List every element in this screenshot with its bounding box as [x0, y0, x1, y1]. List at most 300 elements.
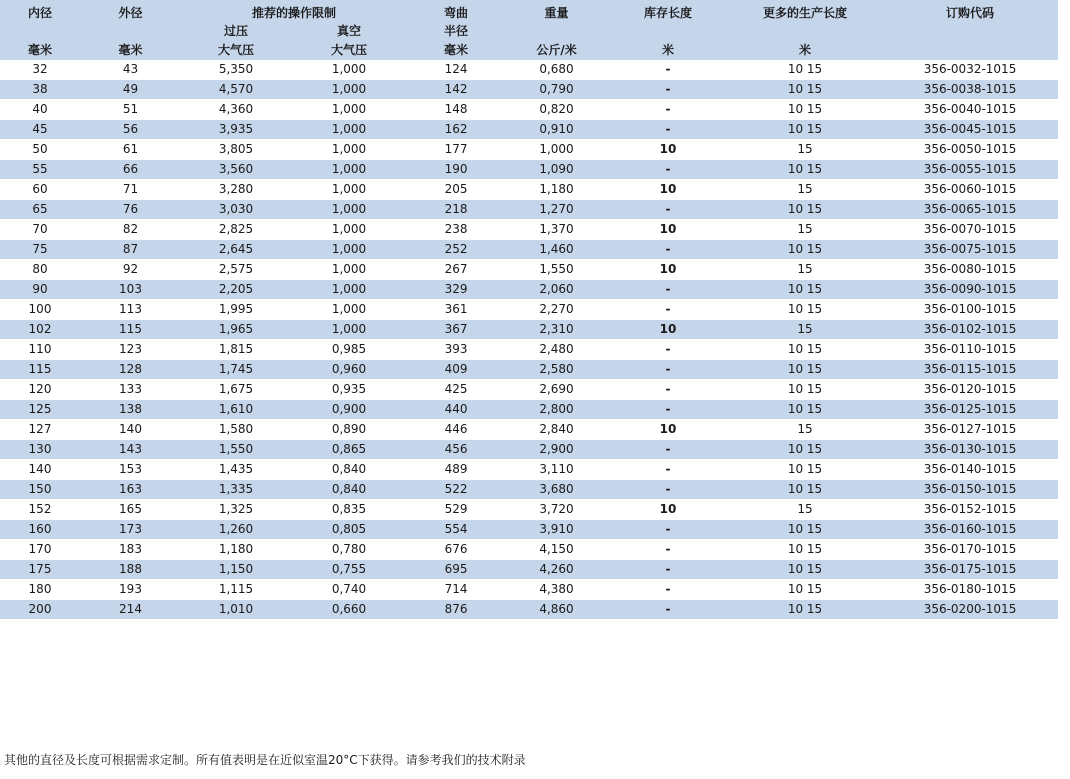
cell-more-lengths: 15: [728, 140, 882, 160]
cell-vacuum: 0,755: [291, 560, 407, 580]
cell-order-code: 356-0075-1015: [882, 240, 1058, 260]
table-row: [0, 280, 1058, 300]
cell-inner-diameter: 55: [0, 160, 80, 180]
cell-overpressure: 1,610: [181, 400, 291, 420]
table-row: [0, 540, 1058, 560]
cell-bend-radius: 446: [407, 420, 505, 440]
cell-stock-length: -: [608, 280, 728, 300]
table-row: [0, 460, 1058, 480]
cell-more-lengths: 10 15: [728, 560, 882, 580]
cell-bend-radius: 148: [407, 100, 505, 120]
table-body: [0, 60, 1058, 620]
cell-weight: 2,480: [505, 340, 608, 360]
cell-bend-radius: 329: [407, 280, 505, 300]
cell-overpressure: 1,965: [181, 320, 291, 340]
cell-weight: 3,110: [505, 460, 608, 480]
cell-overpressure: 1,675: [181, 380, 291, 400]
cell-overpressure: 4,360: [181, 100, 291, 120]
cell-inner-diameter: 125: [0, 400, 80, 420]
cell-more-lengths: 10 15: [728, 120, 882, 140]
cell-inner-diameter: 120: [0, 380, 80, 400]
table-row: [0, 340, 1058, 360]
cell-order-code: 356-0170-1015: [882, 540, 1058, 560]
cell-outer-diameter: 143: [80, 440, 181, 460]
cell-vacuum: 0,960: [291, 360, 407, 380]
cell-inner-diameter: 200: [0, 600, 80, 620]
table-row: [0, 420, 1058, 440]
cell-more-lengths: 10 15: [728, 540, 882, 560]
col-outer-diameter: 外径: [80, 0, 181, 22]
cell-order-code: 356-0125-1015: [882, 400, 1058, 420]
cell-bend-radius: 529: [407, 500, 505, 520]
cell-more-lengths: 10 15: [728, 240, 882, 260]
cell-vacuum: 0,840: [291, 480, 407, 500]
cell-inner-diameter: 130: [0, 440, 80, 460]
table-row: [0, 360, 1058, 380]
cell-vacuum: 1,000: [291, 220, 407, 240]
table-row: [0, 400, 1058, 420]
cell-more-lengths: 10 15: [728, 60, 882, 80]
cell-inner-diameter: 115: [0, 360, 80, 380]
cell-bend-radius: 238: [407, 220, 505, 240]
unit-weight: 公斤/米: [505, 40, 608, 60]
cell-more-lengths: 10 15: [728, 300, 882, 320]
cell-outer-diameter: 163: [80, 480, 181, 500]
cell-vacuum: 0,900: [291, 400, 407, 420]
cell-inner-diameter: 90: [0, 280, 80, 300]
cell-order-code: 356-0065-1015: [882, 200, 1058, 220]
cell-inner-diameter: 38: [0, 80, 80, 100]
cell-more-lengths: 10 15: [728, 480, 882, 500]
cell-weight: 0,680: [505, 60, 608, 80]
cell-order-code: 356-0032-1015: [882, 60, 1058, 80]
cell-more-lengths: 10 15: [728, 520, 882, 540]
cell-bend-radius: 522: [407, 480, 505, 500]
cell-outer-diameter: 173: [80, 520, 181, 540]
cell-inner-diameter: 75: [0, 240, 80, 260]
cell-overpressure: 1,325: [181, 500, 291, 520]
cell-vacuum: 1,000: [291, 280, 407, 300]
cell-inner-diameter: 60: [0, 180, 80, 200]
cell-order-code: 356-0038-1015: [882, 80, 1058, 100]
cell-stock-length: -: [608, 580, 728, 600]
cell-outer-diameter: 103: [80, 280, 181, 300]
cell-overpressure: 1,180: [181, 540, 291, 560]
cell-order-code: 356-0110-1015: [882, 340, 1058, 360]
cell-bend-radius: 205: [407, 180, 505, 200]
cell-more-lengths: 10 15: [728, 580, 882, 600]
cell-overpressure: 3,030: [181, 200, 291, 220]
unit-stock: 米: [608, 40, 728, 60]
cell-bend-radius: 252: [407, 240, 505, 260]
cell-bend-radius: 456: [407, 440, 505, 460]
cell-outer-diameter: 188: [80, 560, 181, 580]
col-stock-length: 库存长度: [608, 0, 728, 22]
cell-vacuum: 1,000: [291, 140, 407, 160]
cell-outer-diameter: 153: [80, 460, 181, 480]
cell-vacuum: 1,000: [291, 80, 407, 100]
cell-order-code: 356-0070-1015: [882, 220, 1058, 240]
cell-vacuum: 0,890: [291, 420, 407, 440]
cell-stock-length: 10: [608, 180, 728, 200]
cell-more-lengths: 10 15: [728, 440, 882, 460]
cell-vacuum: 0,935: [291, 380, 407, 400]
cell-order-code: 356-0130-1015: [882, 440, 1058, 460]
cell-stock-length: 10: [608, 420, 728, 440]
cell-stock-length: -: [608, 240, 728, 260]
cell-bend-radius: 190: [407, 160, 505, 180]
cell-overpressure: 2,205: [181, 280, 291, 300]
cell-vacuum: 1,000: [291, 300, 407, 320]
cell-inner-diameter: 32: [0, 60, 80, 80]
table-row: [0, 100, 1058, 120]
cell-overpressure: 1,010: [181, 600, 291, 620]
cell-order-code: 356-0115-1015: [882, 360, 1058, 380]
cell-outer-diameter: 43: [80, 60, 181, 80]
cell-weight: 1,550: [505, 260, 608, 280]
unit-overpressure: 大气压: [181, 40, 291, 60]
cell-inner-diameter: 80: [0, 260, 80, 280]
cell-stock-length: -: [608, 340, 728, 360]
cell-more-lengths: 10 15: [728, 340, 882, 360]
cell-more-lengths: 15: [728, 220, 882, 240]
cell-outer-diameter: 123: [80, 340, 181, 360]
table-row: [0, 600, 1058, 620]
cell-overpressure: 1,550: [181, 440, 291, 460]
cell-more-lengths: 10 15: [728, 80, 882, 100]
cell-outer-diameter: 128: [80, 360, 181, 380]
cell-bend-radius: 361: [407, 300, 505, 320]
cell-stock-length: 10: [608, 260, 728, 280]
cell-stock-length: 10: [608, 220, 728, 240]
cell-stock-length: -: [608, 160, 728, 180]
cell-vacuum: 0,985: [291, 340, 407, 360]
cell-more-lengths: 10 15: [728, 360, 882, 380]
cell-vacuum: 0,835: [291, 500, 407, 520]
cell-bend-radius: 676: [407, 540, 505, 560]
table-row: [0, 440, 1058, 460]
cell-outer-diameter: 51: [80, 100, 181, 120]
cell-bend-radius: 162: [407, 120, 505, 140]
cell-outer-diameter: 61: [80, 140, 181, 160]
cell-weight: 3,910: [505, 520, 608, 540]
table-row: [0, 500, 1058, 520]
unit-inner: 毫米: [0, 40, 80, 60]
unit-outer: 毫米: [80, 40, 181, 60]
cell-outer-diameter: 113: [80, 300, 181, 320]
cell-overpressure: 1,745: [181, 360, 291, 380]
cell-vacuum: 0,805: [291, 520, 407, 540]
cell-overpressure: 3,560: [181, 160, 291, 180]
cell-inner-diameter: 175: [0, 560, 80, 580]
cell-inner-diameter: 102: [0, 320, 80, 340]
cell-stock-length: -: [608, 300, 728, 320]
footnote: 其他的直径及长度可根据需求定制。所有值表明是在近似室温20°C下获得。请参考我们的技术附录: [4, 753, 526, 767]
col-bend: 弯曲: [407, 0, 505, 22]
cell-stock-length: 10: [608, 140, 728, 160]
cell-bend-radius: 695: [407, 560, 505, 580]
col-order-code: 订购代码: [882, 0, 1058, 22]
cell-weight: 1,000: [505, 140, 608, 160]
cell-vacuum: 1,000: [291, 200, 407, 220]
cell-bend-radius: 876: [407, 600, 505, 620]
cell-bend-radius: 554: [407, 520, 505, 540]
cell-order-code: 356-0102-1015: [882, 320, 1058, 340]
cell-stock-length: -: [608, 200, 728, 220]
col-overpressure: 过压: [181, 22, 291, 40]
cell-vacuum: 1,000: [291, 120, 407, 140]
cell-bend-radius: 142: [407, 80, 505, 100]
cell-order-code: 356-0140-1015: [882, 460, 1058, 480]
cell-more-lengths: 15: [728, 180, 882, 200]
cell-inner-diameter: 127: [0, 420, 80, 440]
cell-bend-radius: 177: [407, 140, 505, 160]
cell-weight: 2,580: [505, 360, 608, 380]
cell-weight: 4,380: [505, 580, 608, 600]
cell-overpressure: 2,645: [181, 240, 291, 260]
cell-order-code: 356-0055-1015: [882, 160, 1058, 180]
col-radius: 半径: [407, 22, 505, 40]
table-row: [0, 320, 1058, 340]
cell-weight: 4,860: [505, 600, 608, 620]
cell-bend-radius: 489: [407, 460, 505, 480]
cell-outer-diameter: 214: [80, 600, 181, 620]
cell-stock-length: -: [608, 460, 728, 480]
table-row: [0, 160, 1058, 180]
cell-order-code: 356-0160-1015: [882, 520, 1058, 540]
cell-outer-diameter: 133: [80, 380, 181, 400]
cell-weight: 2,310: [505, 320, 608, 340]
cell-more-lengths: 10 15: [728, 600, 882, 620]
cell-stock-length: -: [608, 440, 728, 460]
table-row: [0, 120, 1058, 140]
cell-order-code: 356-0175-1015: [882, 560, 1058, 580]
cell-vacuum: 1,000: [291, 320, 407, 340]
cell-outer-diameter: 92: [80, 260, 181, 280]
cell-overpressure: 4,570: [181, 80, 291, 100]
cell-inner-diameter: 140: [0, 460, 80, 480]
cell-stock-length: -: [608, 380, 728, 400]
cell-inner-diameter: 65: [0, 200, 80, 220]
cell-more-lengths: 15: [728, 260, 882, 280]
cell-outer-diameter: 56: [80, 120, 181, 140]
cell-order-code: 356-0180-1015: [882, 580, 1058, 600]
table-row: [0, 200, 1058, 220]
cell-stock-length: -: [608, 600, 728, 620]
cell-inner-diameter: 40: [0, 100, 80, 120]
cell-outer-diameter: 66: [80, 160, 181, 180]
cell-bend-radius: 124: [407, 60, 505, 80]
cell-stock-length: -: [608, 480, 728, 500]
cell-bend-radius: 218: [407, 200, 505, 220]
cell-weight: 4,260: [505, 560, 608, 580]
cell-stock-length: -: [608, 540, 728, 560]
cell-bend-radius: 367: [407, 320, 505, 340]
cell-outer-diameter: 183: [80, 540, 181, 560]
cell-more-lengths: 10 15: [728, 200, 882, 220]
cell-stock-length: -: [608, 80, 728, 100]
cell-vacuum: 0,740: [291, 580, 407, 600]
table-header: [0, 0, 1058, 60]
cell-weight: 0,820: [505, 100, 608, 120]
cell-more-lengths: 15: [728, 420, 882, 440]
cell-overpressure: 5,350: [181, 60, 291, 80]
table-row: [0, 260, 1058, 280]
unit-more: 米: [728, 40, 882, 60]
cell-vacuum: 1,000: [291, 260, 407, 280]
cell-vacuum: 1,000: [291, 100, 407, 120]
cell-bend-radius: 440: [407, 400, 505, 420]
col-operating-limits: 推荐的操作限制: [181, 0, 407, 22]
cell-inner-diameter: 170: [0, 540, 80, 560]
cell-vacuum: 1,000: [291, 160, 407, 180]
cell-outer-diameter: 82: [80, 220, 181, 240]
cell-outer-diameter: 115: [80, 320, 181, 340]
cell-order-code: 356-0100-1015: [882, 300, 1058, 320]
cell-bend-radius: 714: [407, 580, 505, 600]
cell-inner-diameter: 150: [0, 480, 80, 500]
cell-weight: 1,370: [505, 220, 608, 240]
table-row: [0, 300, 1058, 320]
table-row: [0, 560, 1058, 580]
cell-inner-diameter: 100: [0, 300, 80, 320]
cell-stock-length: -: [608, 360, 728, 380]
table-row: [0, 220, 1058, 240]
cell-overpressure: 1,150: [181, 560, 291, 580]
cell-more-lengths: 10 15: [728, 400, 882, 420]
cell-outer-diameter: 76: [80, 200, 181, 220]
cell-order-code: 356-0152-1015: [882, 500, 1058, 520]
table-row: [0, 480, 1058, 500]
cell-stock-length: -: [608, 120, 728, 140]
cell-overpressure: 2,575: [181, 260, 291, 280]
cell-weight: 2,800: [505, 400, 608, 420]
unit-vacuum: 大气压: [291, 40, 407, 60]
cell-overpressure: 1,335: [181, 480, 291, 500]
cell-stock-length: -: [608, 100, 728, 120]
cell-stock-length: -: [608, 520, 728, 540]
table-row: [0, 180, 1058, 200]
unit-radius: 毫米: [407, 40, 505, 60]
col-more-lengths: 更多的生产长度: [728, 0, 882, 22]
cell-more-lengths: 10 15: [728, 460, 882, 480]
cell-order-code: 356-0050-1015: [882, 140, 1058, 160]
cell-inner-diameter: 152: [0, 500, 80, 520]
cell-weight: 3,720: [505, 500, 608, 520]
cell-more-lengths: 10 15: [728, 280, 882, 300]
cell-weight: 2,270: [505, 300, 608, 320]
cell-weight: 0,790: [505, 80, 608, 100]
cell-vacuum: 1,000: [291, 240, 407, 260]
cell-weight: 2,840: [505, 420, 608, 440]
cell-inner-diameter: 180: [0, 580, 80, 600]
cell-overpressure: 2,825: [181, 220, 291, 240]
cell-order-code: 356-0120-1015: [882, 380, 1058, 400]
cell-outer-diameter: 71: [80, 180, 181, 200]
cell-stock-length: -: [608, 560, 728, 580]
cell-stock-length: -: [608, 60, 728, 80]
cell-overpressure: 1,580: [181, 420, 291, 440]
cell-order-code: 356-0040-1015: [882, 100, 1058, 120]
cell-vacuum: 0,780: [291, 540, 407, 560]
cell-vacuum: 0,865: [291, 440, 407, 460]
cell-outer-diameter: 165: [80, 500, 181, 520]
cell-more-lengths: 10 15: [728, 160, 882, 180]
cell-order-code: 356-0045-1015: [882, 120, 1058, 140]
cell-weight: 2,060: [505, 280, 608, 300]
col-weight: 重量: [505, 0, 608, 22]
cell-overpressure: 1,260: [181, 520, 291, 540]
cell-overpressure: 3,935: [181, 120, 291, 140]
cell-vacuum: 0,840: [291, 460, 407, 480]
cell-bend-radius: 393: [407, 340, 505, 360]
cell-vacuum: 0,660: [291, 600, 407, 620]
cell-order-code: 356-0090-1015: [882, 280, 1058, 300]
cell-weight: 3,680: [505, 480, 608, 500]
cell-stock-length: -: [608, 400, 728, 420]
cell-outer-diameter: 138: [80, 400, 181, 420]
cell-outer-diameter: 87: [80, 240, 181, 260]
cell-bend-radius: 267: [407, 260, 505, 280]
cell-bend-radius: 425: [407, 380, 505, 400]
cell-more-lengths: 15: [728, 500, 882, 520]
cell-inner-diameter: 70: [0, 220, 80, 240]
table-row: [0, 80, 1058, 100]
cell-outer-diameter: 140: [80, 420, 181, 440]
cell-weight: 1,270: [505, 200, 608, 220]
cell-overpressure: 1,815: [181, 340, 291, 360]
cell-inner-diameter: 50: [0, 140, 80, 160]
cell-weight: 1,460: [505, 240, 608, 260]
cell-more-lengths: 10 15: [728, 380, 882, 400]
cell-order-code: 356-0127-1015: [882, 420, 1058, 440]
cell-order-code: 356-0080-1015: [882, 260, 1058, 280]
table-row: [0, 520, 1058, 540]
table-row: [0, 580, 1058, 600]
cell-overpressure: 3,805: [181, 140, 291, 160]
table-row: [0, 380, 1058, 400]
cell-overpressure: 3,280: [181, 180, 291, 200]
cell-overpressure: 1,995: [181, 300, 291, 320]
cell-weight: 2,690: [505, 380, 608, 400]
cell-more-lengths: 10 15: [728, 100, 882, 120]
cell-weight: 4,150: [505, 540, 608, 560]
cell-weight: 0,910: [505, 120, 608, 140]
cell-inner-diameter: 45: [0, 120, 80, 140]
cell-overpressure: 1,115: [181, 580, 291, 600]
table-row: [0, 240, 1058, 260]
cell-vacuum: 1,000: [291, 60, 407, 80]
table-row: [0, 60, 1058, 80]
cell-inner-diameter: 110: [0, 340, 80, 360]
cell-order-code: 356-0150-1015: [882, 480, 1058, 500]
cell-overpressure: 1,435: [181, 460, 291, 480]
cell-stock-length: 10: [608, 320, 728, 340]
table-row: [0, 140, 1058, 160]
cell-stock-length: 10: [608, 500, 728, 520]
cell-outer-diameter: 49: [80, 80, 181, 100]
cell-vacuum: 1,000: [291, 180, 407, 200]
cell-order-code: 356-0200-1015: [882, 600, 1058, 620]
cell-order-code: 356-0060-1015: [882, 180, 1058, 200]
cell-bend-radius: 409: [407, 360, 505, 380]
col-inner-diameter: 内径: [0, 0, 80, 22]
cell-weight: 2,900: [505, 440, 608, 460]
cell-weight: 1,180: [505, 180, 608, 200]
cell-outer-diameter: 193: [80, 580, 181, 600]
cell-inner-diameter: 160: [0, 520, 80, 540]
cell-weight: 1,090: [505, 160, 608, 180]
